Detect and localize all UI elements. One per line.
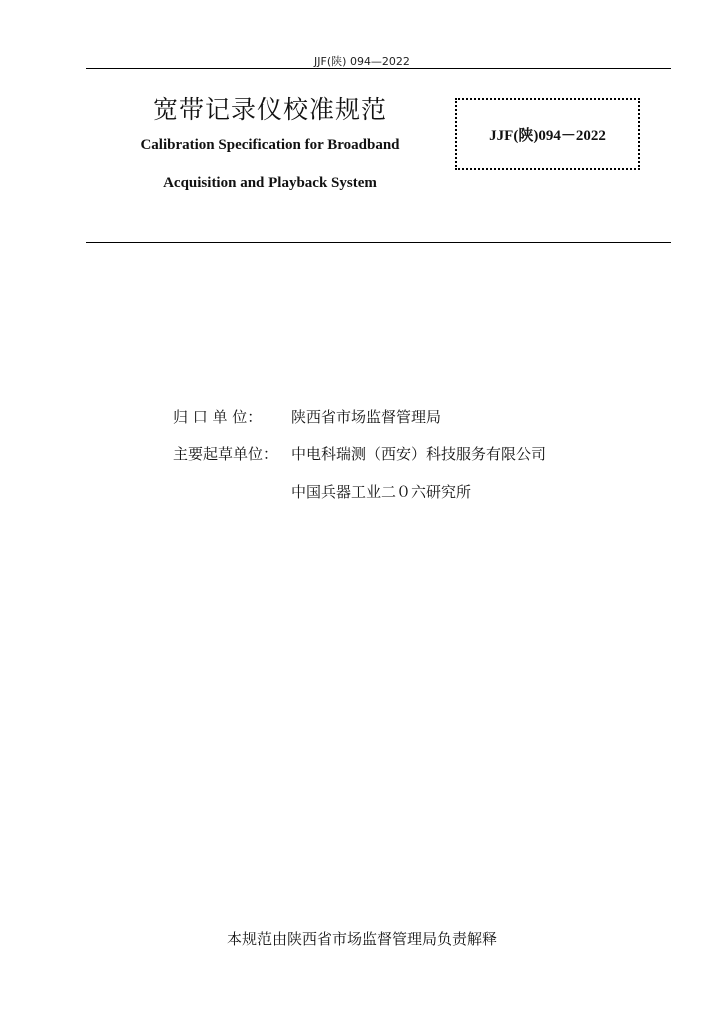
document-title-english-line-1: Calibration Specification for Broadband [140,137,400,153]
running-header-code: JJF(陕) 094—2022 [314,55,410,68]
drafting-unit-value-2: 中国兵器工业二０六研究所 [291,483,472,501]
header-divider [86,68,671,69]
document-title-english-line-2: Acquisition and Playback System [163,175,377,191]
drafting-unit-label: 主要起草单位： [173,445,279,463]
interpretation-note: 本规范由陕西省市场监督管理局负责解释 [226,930,497,948]
responsible-unit-value: 陕西省市场监督管理局 [291,408,442,426]
responsible-unit-label: 归 口 单 位： [173,408,263,426]
document-title-chinese: 宽带记录仪校准规范 [152,95,387,124]
specification-code-box [455,98,640,170]
specification-code: JJF(陕)094－2022 [489,127,606,144]
title-divider [86,242,671,243]
drafting-unit-value-1: 中电科瑞测（西安）科技服务有限公司 [291,445,547,463]
